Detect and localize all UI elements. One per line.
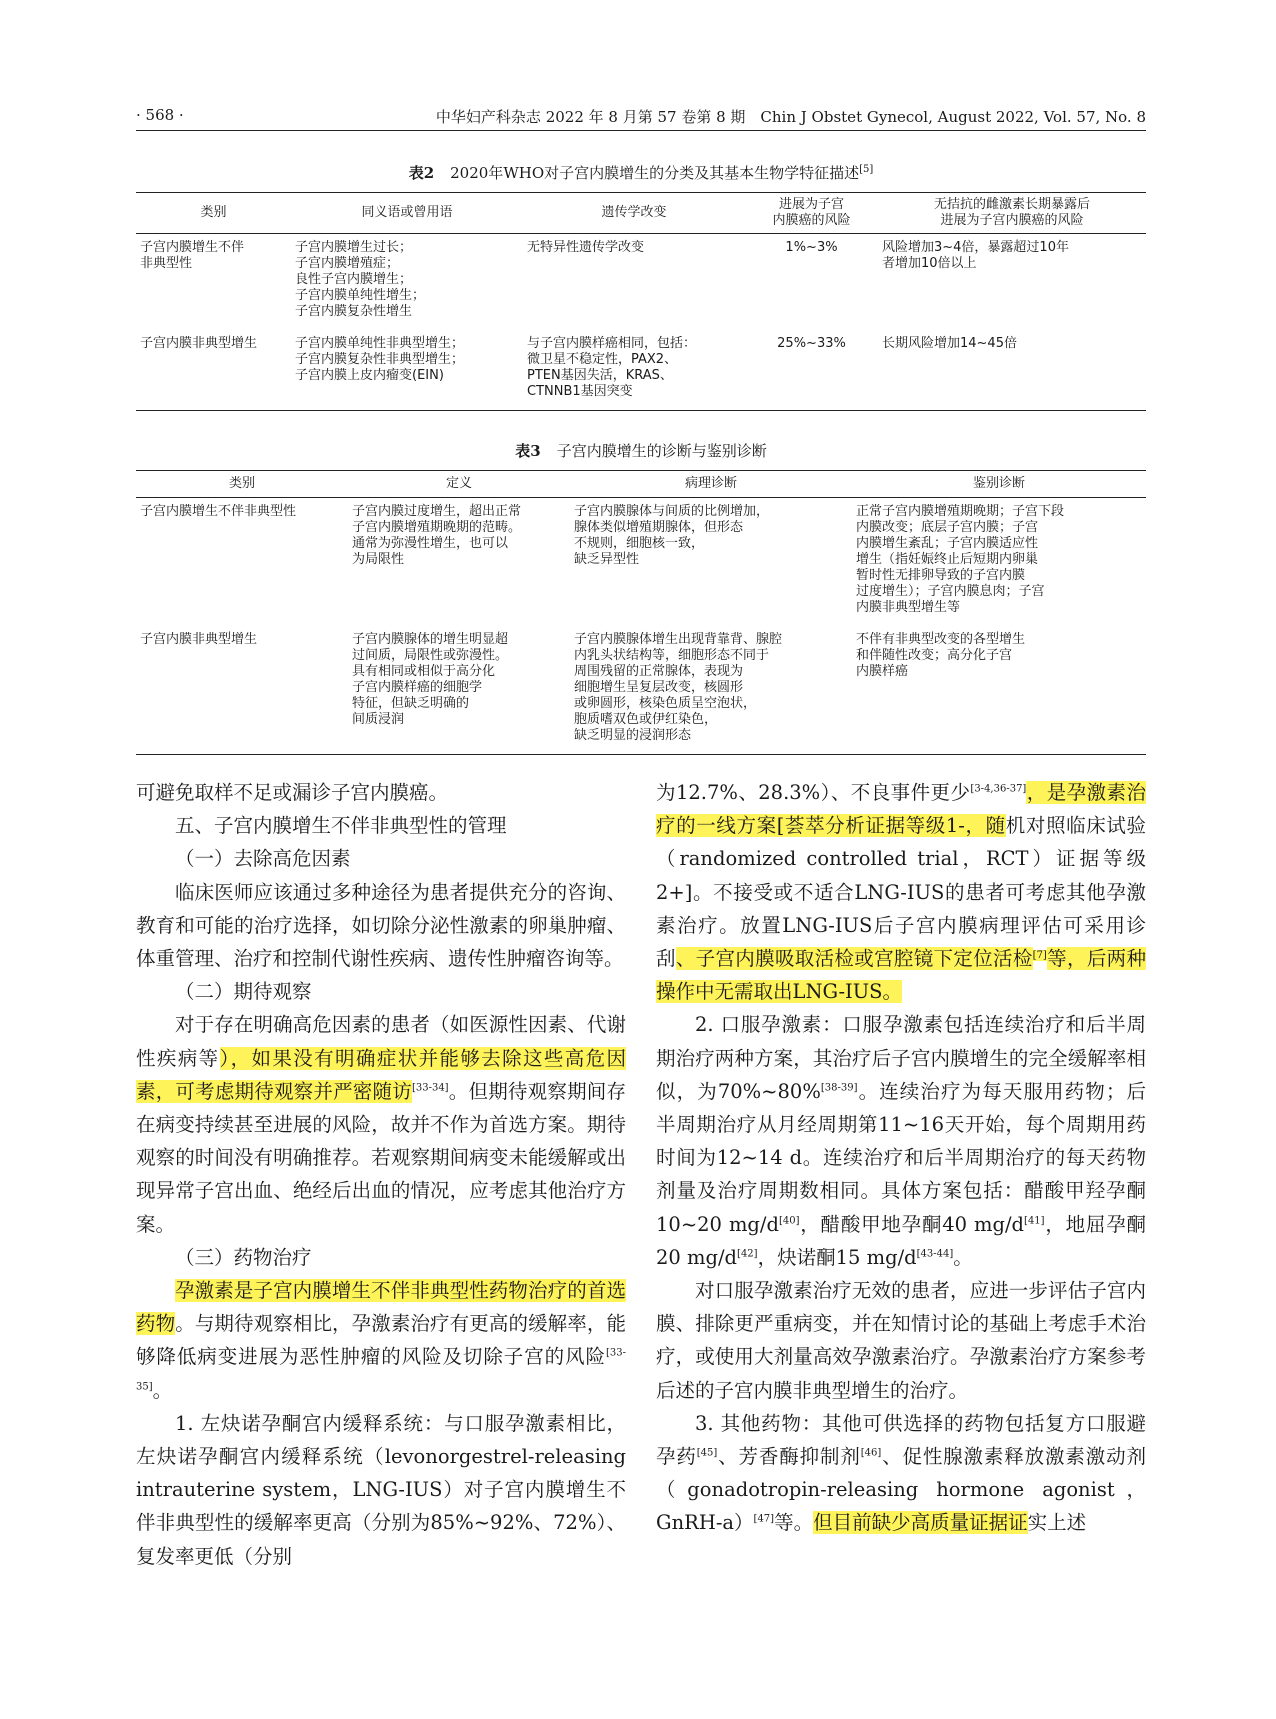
table-cell: 与子宫内膜样癌相同，包括： 微卫星不稳定性，PAX2、 PTEN基因失活，KRAS、 CTNNB1基因突变 [523, 330, 745, 411]
citation-ref: [7] [1032, 949, 1047, 961]
subsection-heading: （三）药物治疗 [175, 1245, 312, 1269]
text-run: 、促性腺激素释放激素激动剂（gonadotropin-releasing hormone agonist，GnRH-a） [656, 1445, 1146, 1535]
text-run: 等。 [774, 1511, 814, 1535]
text-run: 3. 其他药物：其他可供选择的药物包括复方口服避孕药 [656, 1411, 1146, 1469]
table2-header-row [136, 193, 1146, 234]
citation-ref: [45] [696, 1447, 718, 1459]
citation-ref: [33-34] [411, 1082, 449, 1094]
citation-ref: [47] [753, 1513, 775, 1525]
table-cell: 子宫内膜腺体与间质的比例增加， 腺体类似增殖期腺体，但形态 不规则，细胞核一致， 缺乏异型性 [574, 504, 770, 567]
table2-header-cell: 类别 [136, 193, 291, 234]
table2 [136, 192, 1146, 411]
text-run: 。 [953, 1245, 973, 1269]
text-run: 对于存在明确高危因素的患者（如医源性因素、代谢性疾病等 [136, 1013, 626, 1070]
citation-ref: [40] [778, 1215, 800, 1227]
text-run: ，炔诺酮15 mg/d [757, 1245, 917, 1269]
highlight: 等，后两种操作中无需取出LNG-IUS。 [656, 947, 1146, 1004]
paragraph [656, 776, 1146, 1008]
table3-header-row [136, 471, 1146, 498]
text-run: ，地屈孕酮20 mg/d [656, 1212, 1146, 1269]
journal-citation: 中华妇产科杂志 2022 年 8 月第 57 卷第 8 期 Chin J Obstet Gynecol, August 2022, Vol. 57, No. 8 [435, 108, 1146, 126]
table-cell: 1%~3% [785, 240, 838, 255]
paragraph [656, 1008, 1146, 1274]
table-cell: 子宫内膜腺体增生出现背靠背、腺腔 内乳头状结构等，细胞形态不同于 周围残留的正常腺体，表现为 细胞增生呈复层改变，核圆形 或卵圆形，核染色质呈空泡状， 胞质嗜双色或伊红染色， 缺乏明显的浸润形态 [570, 626, 852, 755]
paragraph [136, 1274, 626, 1407]
citation-ref: [43-44] [916, 1248, 954, 1260]
text-run: 。但期待观察期间存在病变持续甚至进展的风险，故并不作为首选方案。期待观察的时间没有明确推荐。若观察期间病变未能缓解或出现异常子宫出血、绝经后出血的情况，应考虑其他治疗方案。 [136, 1079, 626, 1236]
table2-title: 2020年WHO对子宫内膜增生的分类及其基本生物学特征描述 [450, 164, 860, 182]
text-run: 、芳香酶抑制剂 [717, 1445, 861, 1469]
table-cell: 不伴有非典型改变的各型增生 和伴随性改变；高分化子宫 内膜样癌 [852, 626, 1146, 755]
citation-ref: [3-4,36-37] [970, 783, 1027, 795]
table3-header-cell: 鉴别诊断 [852, 471, 1146, 498]
citation-ref: [38-39] [820, 1082, 858, 1094]
section-heading: 五、子宫内膜增生不伴非典型性的管理 [175, 814, 507, 838]
table3-header-cell: 病理诊断 [570, 471, 852, 498]
table-cell: 子宫内膜增生不伴非典型性 [140, 504, 297, 519]
table3 [136, 470, 1146, 755]
table-cell: 风险增加3~4倍，暴露超过10年 者增加10倍以上 [882, 240, 1069, 271]
paragraph: 可避免取样不足或漏诊子宫内膜癌。 [136, 781, 449, 804]
highlight: ），如果没有明确症状并能够去除这些高危因素，可考虑期待观察并严密随访 [136, 1046, 626, 1103]
table-cell: 子宫内膜非典型增生 [136, 626, 348, 755]
table-cell: 子宫内膜非典型增生 [136, 330, 291, 411]
paragraph [136, 1008, 626, 1240]
table-cell: 25%~33% [745, 330, 878, 411]
table2-header-cell: 遗传学改变 [523, 193, 745, 234]
paragraph: 对口服孕激素治疗无效的患者，应进一步评估子宫内膜、排除更严重病变，并在知情讨论的基础上考虑手术治疗，或使用大剂量高效孕激素治疗。孕激素治疗方案参考后述的子宫内膜非典型增生的治疗。 [656, 1279, 1146, 1402]
paragraph [656, 1407, 1146, 1540]
text-run: 。 [152, 1378, 173, 1402]
paragraph: 临床医师应该通过多种途径为患者提供充分的咨询、教育和可能的治疗选择，如切除分泌性激素的卵巢肿瘤、体重管理、治疗和控制代谢性疾病、遗传性肿瘤咨询等。 [136, 880, 626, 971]
text-run: 实上述 [1027, 1511, 1087, 1535]
table-cell: 长期风险增加14~45倍 [878, 330, 1146, 411]
paragraph: 1. 左炔诺孕酮宫内缓释系统：与口服孕激素相比，左炔诺孕酮宫内缓释系统（levonorgestrel-releasing intrauterine system，LNG-IUS）对子宫内膜增生不伴非典型性的缓解率更高（分别为85%~92%、72%）、复发率更低（分别 [136, 1411, 626, 1568]
table-row [136, 234, 1146, 331]
table2-header-cell: 无拮抗的雌激素长期暴露后 进展为子宫内膜癌的风险 [878, 193, 1146, 234]
page-number: · 568 · [136, 106, 184, 124]
text-run: 2. 口服孕激素：口服孕激素包括连续治疗和后半周期治疗两种方案，其治疗后子宫内膜增生的完全缓解率相似，为70%~80% [656, 1013, 1146, 1103]
table3-caption [136, 440, 1146, 461]
table-cell: 子宫内膜增生不伴 非典型性 [140, 240, 245, 271]
subsection-heading: （二）期待观察 [175, 980, 312, 1004]
table3-header-cell: 定义 [348, 471, 570, 498]
citation-ref: [46] [860, 1447, 882, 1459]
left-column [136, 776, 626, 1573]
table-cell: 正常子宫内膜增殖期晚期；子宫下段 内膜改变；底层子宫内膜；子宫 内膜增生紊乱；子宫内膜适应性 增生（指妊娠终止后短期内卵巢 暂时性无排卵导致的子宫内膜 过度增生）；子宫内膜息肉；子宫 内膜非典型增生等 [856, 504, 1065, 615]
table2-caption [136, 162, 1146, 183]
highlight: ，是孕激素治疗的一线方案[荟萃分析证据等级1-，随 [656, 781, 1146, 838]
table-cell: 子宫内膜过度增生，超出正常 子宫内膜增殖期晚期的范畴。 通常为弥漫性增生，也可以 为局限性 [352, 504, 522, 567]
table3-title: 子宫内膜增生的诊断与鉴别诊断 [556, 442, 767, 460]
table3-header-cell: 类别 [136, 471, 348, 498]
citation-ref: [42] [737, 1248, 758, 1260]
text-run: 机对照临床试验（randomized controlled trial，RCT）证据等级2+]。不接受或不适合LNG-IUS的患者可考虑其他孕激素治疗。放置LNG-IUS后子宫内膜病理评估可采用诊刮 [656, 814, 1146, 971]
text-run: ，醋酸甲地孕酮40 mg/d [799, 1212, 1025, 1236]
citation-ref: [33-35] [136, 1347, 626, 1393]
table2-label: 表2 [408, 164, 435, 182]
text-run: 。与期待观察相比，孕激素治疗有更高的缓解率，能够降低病变进展为恶性肿瘤的风险及切除子宫的风险 [136, 1312, 626, 1369]
table2-header-cell: 进展为子宫 内膜癌的风险 [745, 193, 878, 234]
table3-label: 表3 [515, 442, 541, 460]
highlight: 孕激素是子宫内膜增生不伴非典型性药物治疗的首选药物 [136, 1279, 626, 1336]
table2-header-cell: 同义语或曾用语 [291, 193, 523, 234]
subsection-heading: （一）去除高危因素 [175, 847, 351, 871]
citation-ref: [41] [1024, 1215, 1045, 1227]
table-cell: 子宫内膜增生过长； 子宫内膜增殖症； 良性子宫内膜增生； 子宫内膜单纯性增生； 子宫内膜复杂性增生 [295, 240, 426, 319]
table-row [136, 330, 1146, 411]
table-cell: 子宫内膜单纯性非典型增生； 子宫内膜复杂性非典型增生； 子宫内膜上皮内瘤变(EIN) [291, 330, 523, 411]
table-cell: 无特异性遗传学改变 [527, 240, 645, 255]
highlight: 但目前缺少高质量证据证 [813, 1511, 1028, 1535]
table-row [136, 498, 1146, 627]
table-row [136, 626, 1146, 755]
right-column [656, 776, 1146, 1540]
text-run: 为12.7%、28.3%）、不良事件更少 [656, 781, 971, 804]
running-header [136, 104, 1146, 131]
table2-title-ref: [5] [859, 164, 874, 175]
highlight: 、子宫内膜吸取活检或宫腔镜下定位活检 [675, 947, 1033, 971]
table-cell: 子宫内膜腺体的增生明显超 过间质，局限性或弥漫性。 具有相同或相似于高分化 子宫内膜样癌的细胞学 特征，但缺乏明确的 间质浸润 [348, 626, 570, 755]
text-run: 。连续治疗为每天服用药物；后半周期治疗从月经周期第11~16天开始，每个周期用药时间为12~14 d。连续治疗和后半周期治疗的每天药物剂量及治疗周期数相同。具体方案包括：醋酸甲羟孕酮10~20 mg/d [656, 1079, 1146, 1236]
